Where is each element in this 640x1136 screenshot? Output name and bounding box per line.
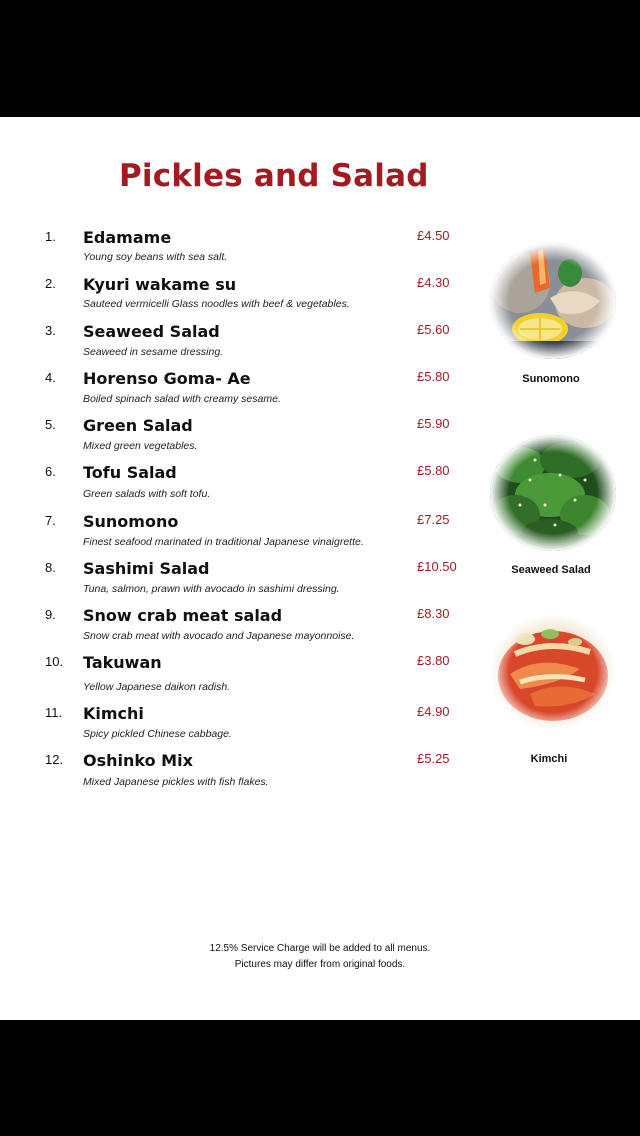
item-price: £3.80 (417, 653, 450, 668)
item-number: 3. (45, 323, 56, 338)
item-name: Green Salad (83, 416, 193, 435)
item-name: Edamame (83, 228, 172, 247)
item-number: 10. (45, 654, 64, 669)
item-price: £5.90 (417, 416, 450, 431)
sunomono-caption: Sunomono (522, 373, 580, 385)
menu-item (0, 416, 470, 460)
item-number: 2. (45, 276, 56, 291)
menu-item (0, 653, 470, 697)
item-number: 11. (45, 705, 63, 720)
item-description: Mixed green vegetables. (83, 440, 198, 452)
kimchi-photo (490, 614, 616, 730)
sunomono-photo (490, 243, 616, 359)
item-description: Young soy beans with sea salt. (83, 251, 228, 263)
service-charge-note: 12.5% Service Charge will be added to all menus. (209, 943, 431, 954)
item-price: £5.25 (417, 751, 450, 766)
item-price: £10.50 (417, 559, 457, 574)
seaweed-salad-caption: Seaweed Salad (511, 564, 591, 576)
item-number: 6. (45, 464, 56, 479)
item-price: £7.25 (417, 512, 450, 527)
item-name: Snow crab meat salad (83, 606, 283, 625)
menu-item (0, 606, 470, 650)
item-description: Sauteed vermicelli Glass noodles with beef & vegetables. (83, 298, 350, 310)
item-price: £4.90 (417, 704, 450, 719)
menu-item (0, 275, 470, 319)
item-name: Kyuri wakame su (83, 275, 237, 294)
item-description: Spicy pickled Chinese cabbage. (83, 728, 232, 740)
item-number: 5. (45, 417, 56, 432)
item-name: Sashimi Salad (83, 559, 210, 578)
item-name: Seaweed Salad (83, 322, 220, 341)
item-name: Kimchi (83, 704, 144, 723)
pictures-disclaimer: Pictures may differ from original foods. (234, 959, 406, 970)
item-name: Takuwan (83, 653, 162, 672)
menu-item (0, 322, 470, 366)
item-name: Tofu Salad (83, 463, 177, 482)
item-description: Snow crab meat with avocado and Japanese mayonnoise. (83, 630, 355, 642)
item-number: 7. (45, 513, 56, 528)
item-description: Yellow Japanese daikon radish. (83, 681, 231, 693)
item-name: Sunomono (83, 512, 179, 531)
item-number: 1. (45, 229, 56, 244)
item-number: 12. (45, 752, 64, 767)
page-title: Pickles and Salad (119, 158, 429, 194)
item-description: Seaweed in sesame dressing. (83, 346, 224, 358)
item-name: Horenso Goma- Ae (83, 369, 251, 388)
item-number: 4. (45, 370, 56, 385)
menu-item (0, 751, 470, 795)
kimchi-caption: Kimchi (530, 753, 568, 765)
item-price: £4.30 (417, 275, 450, 290)
menu-item (0, 228, 470, 272)
item-price: £5.80 (417, 369, 450, 384)
item-price: £5.60 (417, 322, 450, 337)
item-number: 9. (45, 607, 56, 622)
item-price: £4.50 (417, 228, 450, 243)
seaweed-salad-photo (490, 435, 616, 551)
item-number: 8. (45, 560, 56, 575)
item-description: Green salads with soft tofu. (83, 488, 211, 500)
menu-item (0, 512, 470, 556)
menu-item (0, 704, 470, 748)
menu-item (0, 369, 470, 413)
item-description: Mixed Japanese pickles with fish flakes. (83, 776, 269, 788)
item-description: Finest seafood marinated in traditional Japanese vinaigrette. (83, 536, 364, 548)
menu-item (0, 463, 470, 507)
item-price: £5.80 (417, 463, 450, 478)
menu-item (0, 559, 470, 603)
item-description: Tuna, salmon, prawn with avocado in sashimi dressing. (83, 583, 340, 595)
item-description: Boiled spinach salad with creamy sesame. (83, 393, 281, 405)
item-name: Oshinko Mix (83, 751, 193, 770)
item-price: £8.30 (417, 606, 450, 621)
